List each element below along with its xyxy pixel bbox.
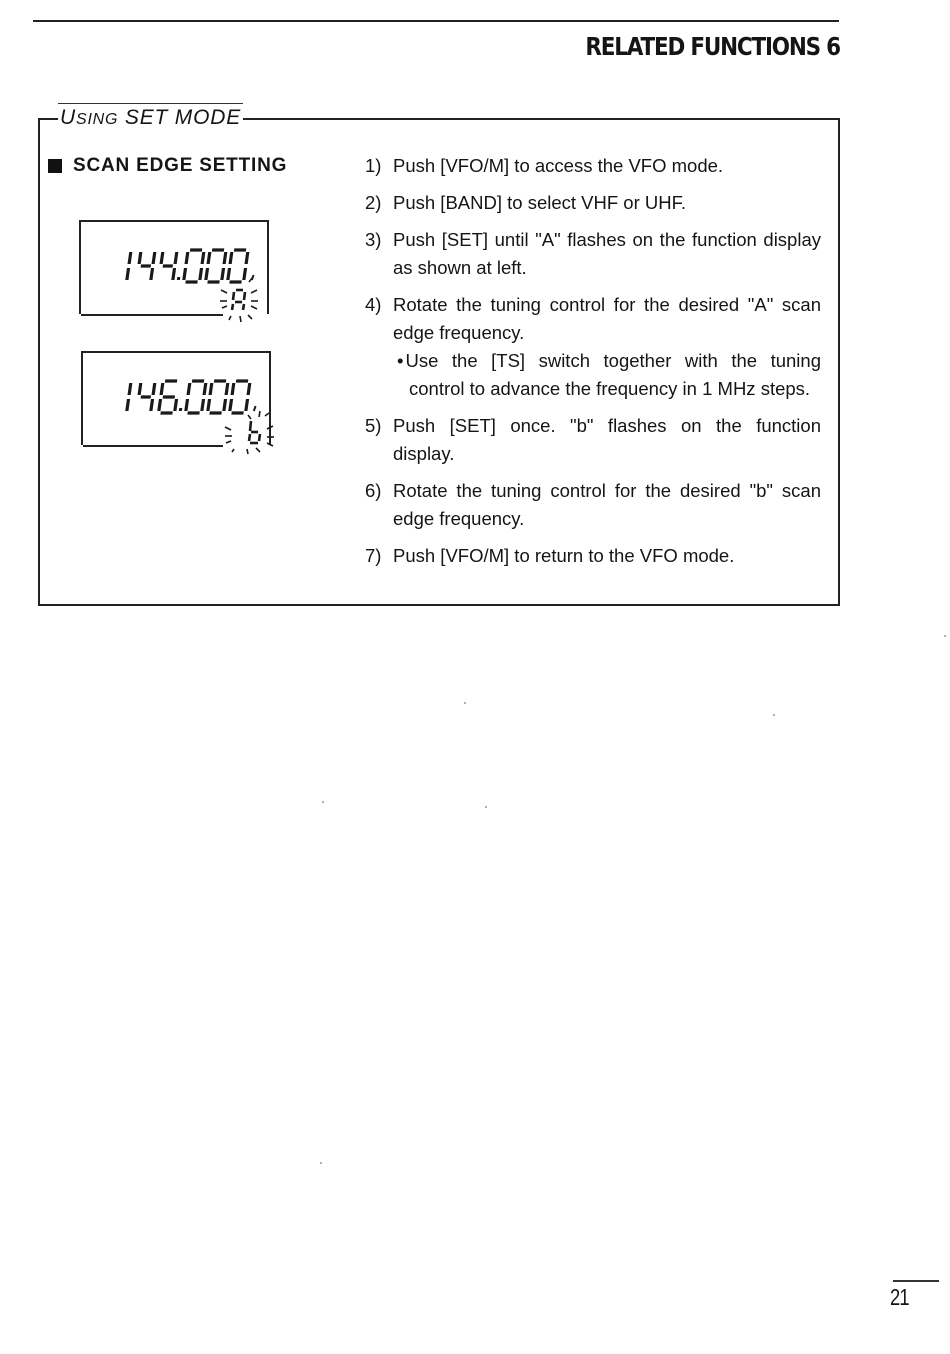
lcd-display-a bbox=[79, 220, 269, 314]
step-item bbox=[365, 152, 821, 180]
section-label bbox=[58, 103, 243, 134]
scan-speck bbox=[464, 702, 466, 704]
step-item bbox=[365, 477, 821, 533]
step-item bbox=[365, 189, 821, 217]
step-sub-note bbox=[397, 347, 821, 403]
step-number: 5) bbox=[365, 415, 382, 436]
page-number: 21 bbox=[890, 1284, 909, 1310]
scan-speck bbox=[944, 635, 946, 637]
scan-speck bbox=[773, 714, 775, 716]
scan-speck bbox=[320, 1162, 322, 1164]
step-item bbox=[365, 542, 821, 570]
flash-indicator-a bbox=[220, 277, 258, 322]
section-label-initial: U bbox=[60, 106, 76, 129]
scan-speck bbox=[485, 806, 487, 808]
scan-speck bbox=[322, 801, 324, 803]
header-rule bbox=[33, 20, 839, 22]
step-number: 6) bbox=[365, 480, 382, 501]
step-number: 2) bbox=[365, 192, 382, 213]
step-text: Rotate the tuning control for the desired "b" scan edge frequency. bbox=[393, 480, 821, 529]
step-number: 7) bbox=[365, 545, 382, 566]
steps-list bbox=[365, 152, 821, 579]
scan-edge-heading bbox=[48, 155, 287, 177]
page-header-title: RELATED FUNCTIONS 6 bbox=[585, 32, 840, 61]
page-number-rule bbox=[893, 1280, 939, 1282]
step-number: 3) bbox=[365, 229, 382, 250]
bullet-dot-icon: • bbox=[397, 350, 404, 371]
step-number: 4) bbox=[365, 294, 382, 315]
lcd-frequency-a bbox=[81, 222, 281, 332]
lcd-display-b bbox=[81, 351, 271, 445]
step-text: Push [SET] once. "b" flashes on the function display. bbox=[393, 415, 821, 464]
step-text: Push [VFO/M] to return to the VFO mode. bbox=[393, 545, 735, 566]
step-text: Rotate the tuning control for the desired "A" scan edge frequency. bbox=[393, 294, 821, 343]
section-label-small-caps: SING bbox=[75, 111, 119, 128]
step-number: 1) bbox=[365, 155, 382, 176]
step-item bbox=[365, 412, 821, 468]
step-item bbox=[365, 226, 821, 282]
step-text: Push [BAND] to select VHF or UHF. bbox=[393, 192, 687, 213]
flash-indicator-b bbox=[225, 411, 274, 454]
section-label-rest: SET MODE bbox=[118, 106, 242, 129]
scan-edge-heading-text: SCAN EDGE SETTING bbox=[73, 155, 288, 176]
square-bullet-icon bbox=[48, 159, 62, 173]
lcd-frequency-b bbox=[83, 353, 283, 463]
step-text: Push [VFO/M] to access the VFO mode. bbox=[393, 155, 724, 176]
step-sub-note-text: Use the [TS] switch together with the tuning control to advance the frequency in 1 MHz steps. bbox=[405, 350, 821, 399]
step-text: Push [SET] until "A" flashes on the function display as shown at left. bbox=[393, 229, 821, 278]
step-item bbox=[365, 291, 821, 403]
